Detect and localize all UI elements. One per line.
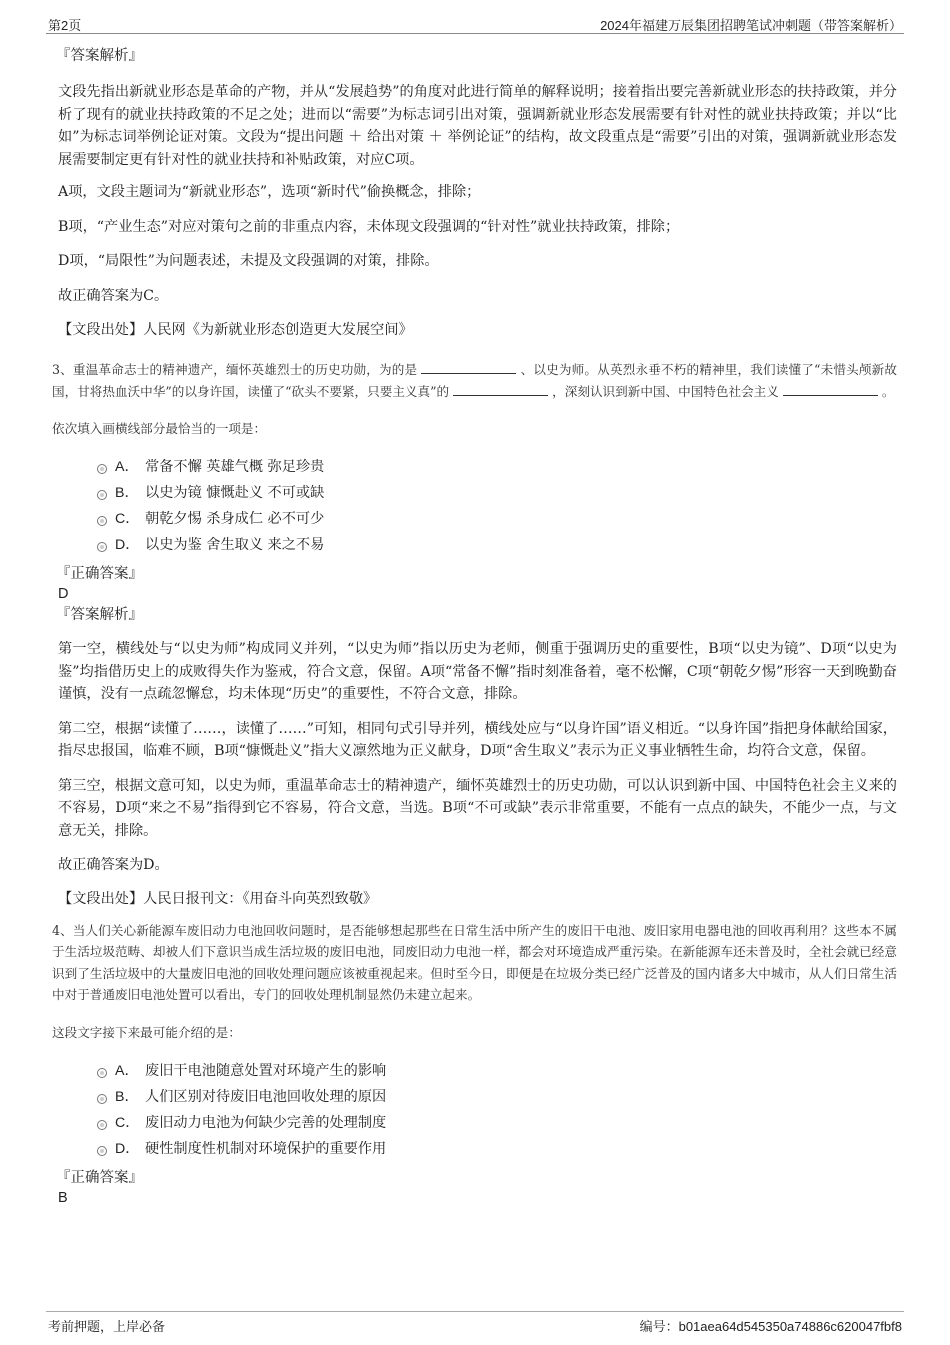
radio-icon[interactable] [97, 464, 107, 474]
footer-slogan: 考前押题，上岸必备 [48, 1319, 166, 1334]
option-text: 以史为镜 慷慨赴义 不可或缺 [145, 485, 325, 501]
q4-option-c[interactable] [96, 1110, 897, 1136]
q4-option-a[interactable] [96, 1058, 897, 1084]
option-letter: A． [115, 459, 139, 475]
q3-option-b[interactable] [96, 480, 897, 506]
code-label: 编号： [639, 1319, 679, 1334]
q3-option-a[interactable] [96, 454, 897, 480]
radio-icon[interactable] [97, 542, 107, 552]
q3-options [96, 454, 897, 558]
q3-conclusion: 故正确答案为D。 [58, 857, 169, 873]
option-text: 废旧干电池随意处置对环境产生的影响 [145, 1062, 387, 1079]
option-text: 以史为鉴 舍生取义 来之不易 [145, 537, 325, 553]
radio-icon[interactable] [97, 1094, 107, 1104]
q3-analysis-paragraph-3: 第三空，根据文意可知，以史为师，重温革命志士的精神遗产，缅怀英雄烈士的历史功勋，可以认识到新中国、中国特色社会主义来的不容易，D项“来之不易”指得到它不容易，符合文意，当选。B项“不可或缺”表示非常重要，不能有一点点的缺失，不能少一点，与文意无关，排除。 [58, 777, 897, 839]
q3-stem-part-3: ，深刻认识到新中国、中国特色社会主义 [552, 383, 779, 399]
option-letter: A． [115, 1062, 139, 1079]
q3-stem-part-1: 3、重温革命志士的精神遗产，缅怀英雄烈士的历史功勋，为的是 [52, 362, 418, 377]
q3-blank-1 [421, 362, 516, 374]
q4-correct-label: 『正确答案』 [56, 1169, 143, 1186]
q4-stem: 4、当人们关心新能源车废旧动力电池回收问题时，是否能够想起那些在日常生活中所产生的废旧干电池、废旧家用电器电池的回收再利用？这些本不属于生活垃圾范畴、却被人们下意识当成生活垃圾的废旧电池，同废旧动力电池一样，都会对环境造成严重污染。在新能源车还未普及时，全社会就已经意识到了生活垃圾中的大量废旧电池的回收处理问题应该被重视起来。但时至今日，即便是在垃圾分类已经广泛普及的国内诸多大中城市，从人们日常生活中对于普通废旧电池处置可以看出，专门的回收处理机制显然仍未建立起来。 [52, 922, 897, 1002]
radio-icon[interactable] [97, 1068, 107, 1078]
q2-analysis-label: 『答案解析』 [56, 48, 143, 64]
code-value: b01aea64d545350a74886c620047fbf8 [678, 1319, 902, 1334]
q3-stem-part-4: 。 [881, 383, 895, 399]
option-letter: D． [115, 1140, 140, 1157]
option-text: 朝乾夕惕 杀身成仁 必不可少 [145, 511, 325, 527]
radio-icon[interactable] [97, 1120, 107, 1130]
q3-analysis-paragraph-2: 第二空，根据“读懂了……，读懂了……”可知，相同句式引导并列，横线处应与“以身许国”语义相近。“以身许国”指把身体献给国家，指尽忠报国，临难不顾，B项“慷慨赴义”指大义凛然地为正义献身，D项“舍生取义”表示为正义事业牺牲生命，均符合文意，保留。 [58, 720, 897, 759]
option-letter: C． [115, 1114, 140, 1131]
q3-blank-3 [783, 384, 878, 396]
radio-icon[interactable] [97, 490, 107, 500]
q4-option-b[interactable] [96, 1084, 897, 1110]
q3-stem [52, 359, 897, 402]
q2-analysis-option-d: D项，“局限性”为问题表述，未提及文段强调的对策，排除。 [58, 253, 439, 269]
option-letter: C． [115, 511, 140, 527]
q3-option-d[interactable] [96, 532, 897, 558]
page-content [52, 44, 897, 1207]
option-text: 人们区别对待废旧电池回收处理的原因 [145, 1088, 387, 1105]
q3-prompt: 依次填入画横线部分最恰当的一项是： [52, 421, 267, 436]
q3-analysis-paragraph-1: 第一空，横线处与“以史为师”构成同义并列，“以史为师”指以历史为老师，侧重于强调历史的重要性，B项“以史为镜”、D项“以史为鉴”均指借历史上的成败得失作为鉴戒，符合文意，保留。A项“常备不懈”指时刻准备着，毫不松懈，C项“朝乾夕惕”形容一天到晚勤奋谨慎，没有一点疏忽懈怠，均未体现“历史”的重要性，不符合文意，排除。 [58, 641, 897, 702]
option-letter: B． [115, 1088, 139, 1105]
document-code [640, 1316, 902, 1335]
document-title: 2024年福建万辰集团招聘笔试冲刺题（带答案解析） [600, 18, 902, 33]
q2-conclusion: 故正确答案为C。 [58, 287, 169, 304]
option-letter: B． [115, 485, 139, 501]
page-footer [46, 1311, 904, 1335]
radio-icon[interactable] [97, 1146, 107, 1156]
q3-analysis-label: 『答案解析』 [56, 607, 143, 623]
q3-stem-part-2: 、以史为师。从英烈永垂不朽的精神里，我们读懂了“未惜头颅新故国，甘将热血沃中华”的以身许国，读懂了“砍头不要紧，只要主义真”的 [52, 362, 897, 399]
option-letter: D． [115, 537, 140, 553]
option-text: 废旧动力电池为何缺少完善的处理制度 [145, 1114, 387, 1131]
q3-source: 【文段出处】人民日报刊文：《用奋斗向英烈致敬》 [58, 890, 378, 907]
q3-option-c[interactable] [96, 506, 897, 532]
q2-analysis-option-b: B项，“产业生态”对应对策句之前的非重点内容，未体现文段强调的“针对性”就业扶持政策，排除； [58, 218, 680, 235]
q2-analysis-paragraph: 文段先指出新就业形态是革命的产物，并从“发展趋势”的角度对此进行简单的解释说明；接着指出要完善新就业形态的扶持政策，并分析了现有的就业扶持政策的不足之处；进而以“需要”为标志词引出对策，强调新就业形态发展需要有针对性的就业扶持政策；并以“比如”为标志词举例论证对策。文段为“提出问题 ＋ 给出对策 ＋ 举例论证”的结构，故文段重点是“需要”引出的对策，强调新就业形态发展需要制定更有针对性的就业扶持和补贴政策，对应C项。 [58, 84, 897, 168]
radio-icon[interactable] [97, 516, 107, 526]
page-header [46, 14, 904, 34]
q4-options [96, 1058, 897, 1162]
option-text: 常备不懈 英雄气概 弥足珍贵 [145, 459, 325, 475]
q4-option-d[interactable] [96, 1136, 897, 1162]
q4-prompt: 这段文字接下来最可能介绍的是： [52, 1024, 241, 1040]
page-number: 第2页 [48, 18, 82, 33]
q4-correct-answer: B [58, 1189, 68, 1206]
q2-source: 【文段出处】人民网《为新就业形态创造更大发展空间》 [58, 322, 413, 338]
q2-analysis-option-a: A项，文段主题词为“新就业形态”，选项“新时代”偷换概念，排除； [58, 184, 481, 200]
q3-blank-2 [453, 384, 548, 396]
q3-correct-answer: D [58, 586, 69, 602]
option-text: 硬性制度性机制对环境保护的重要作用 [145, 1140, 387, 1157]
q3-correct-label: 『正确答案』 [56, 566, 143, 582]
